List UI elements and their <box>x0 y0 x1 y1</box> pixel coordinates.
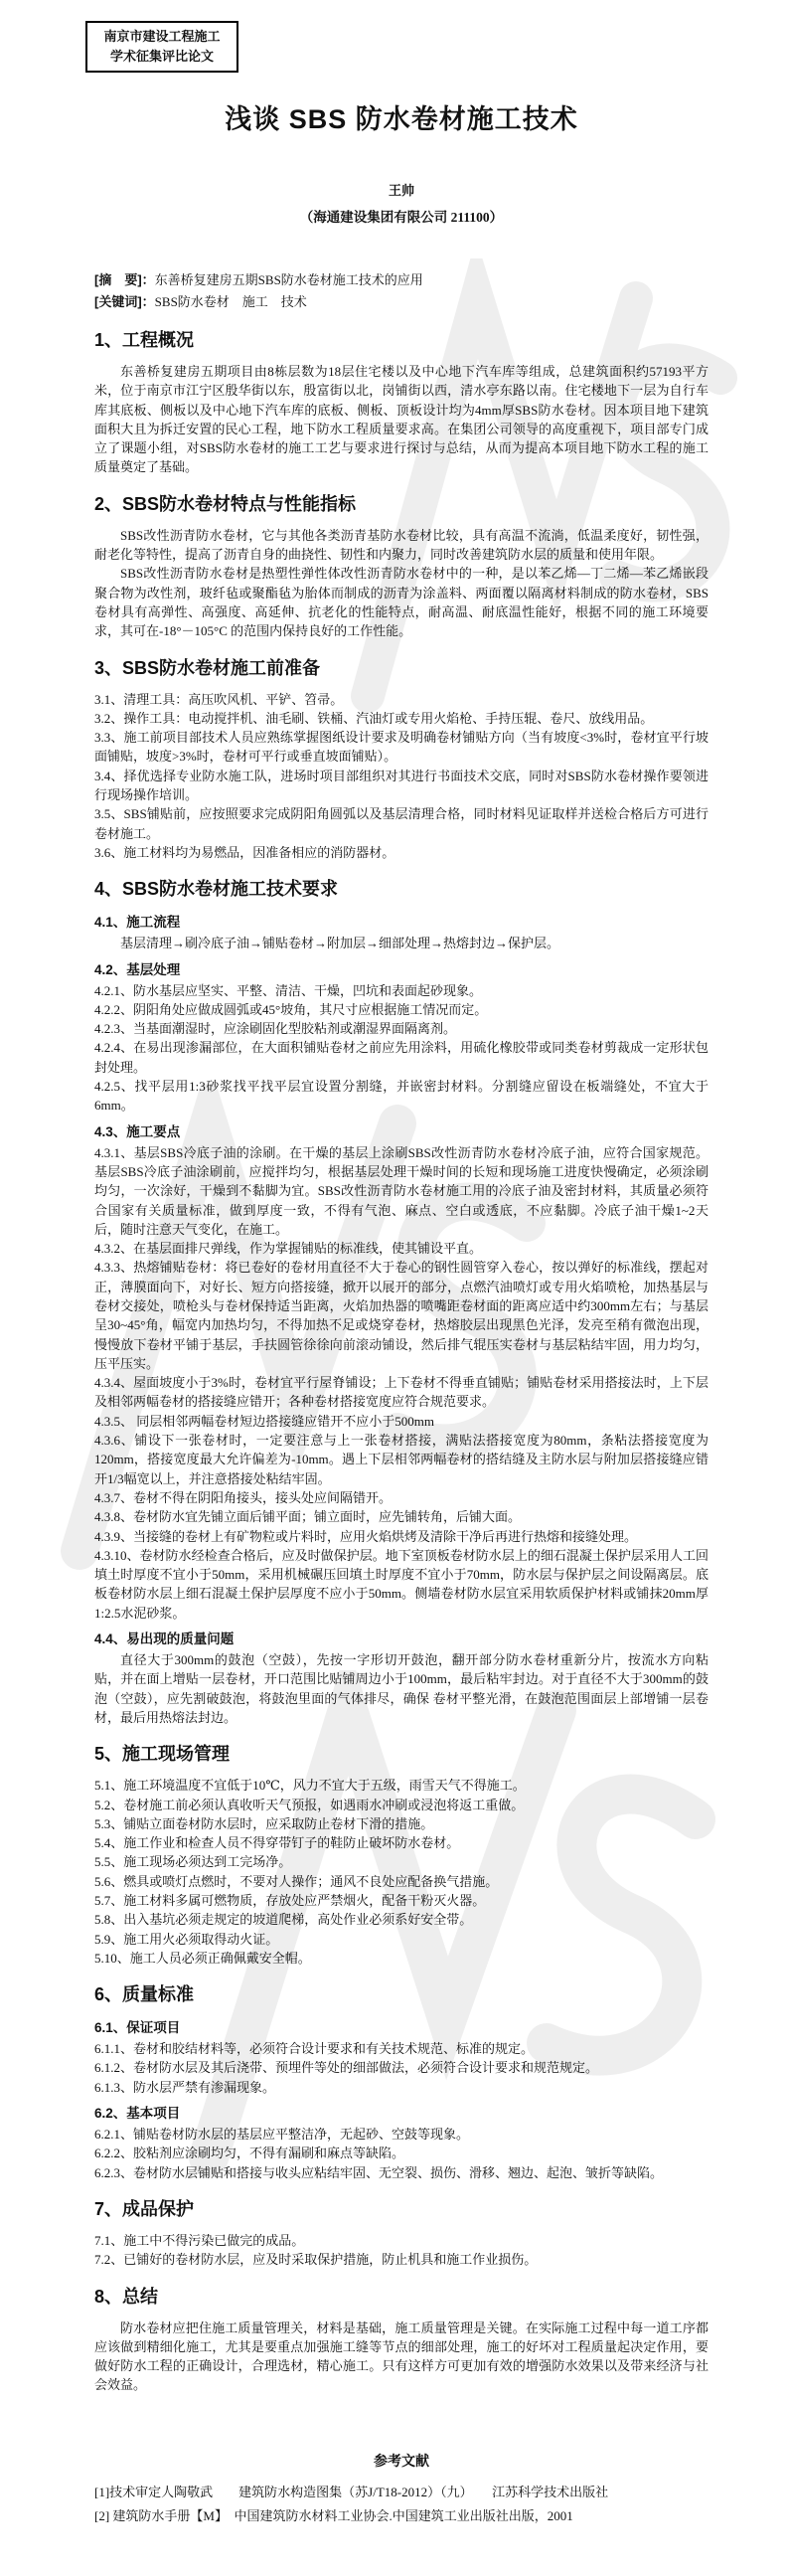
document-body <box>94 326 709 2395</box>
list-item: 7.1、施工中不得污染已做完的成品。 <box>94 2232 305 2248</box>
paragraph: 防水卷材应把住施工质量管理关，材料是基础，施工质量管理是关键。在实际施工过程中每一道工序都应该做到精细化施工，尤其是要重点加强施工缝等节点的细部处理，施工的好坏对工程质量起决定作用，要做好防水工程的正确设计，合理选材，精心施工。只有这样方可更加有效的增强防水效果以及带来经济与社会效益。 <box>94 2319 709 2393</box>
abstract-label: [摘 要]： <box>94 272 155 287</box>
list-item: 3.4、择优选择专业防水施工队，进场时项目部组织对其进行书面技术交底，同时对SBS防水卷材操作要领进行现场操作培训。 <box>94 768 709 803</box>
reference-item: [2] 建筑防水手册【M】 中国建筑防水材料工业协会.中国建筑工业出版社出版，2001 <box>94 2507 573 2523</box>
list-item: 3.5、SBS铺贴前，应按照要求完成阴阳角圆弧以及基层清理合格，同时材料见证取样并送检合格后方可进行卷材施工。 <box>94 806 709 841</box>
list-item: 6.1.3、防水层严禁有渗漏现象。 <box>94 2079 276 2095</box>
list-item: 5.1、施工环境温度不宜低于10℃，风力不宜大于五级，雨雪天气不得施工。 <box>94 1778 526 1794</box>
sub-heading: 4.3、施工要点 <box>94 1123 181 1139</box>
section-heading: 1、工程概况 <box>94 330 195 350</box>
list-item: 6.2.3、卷材防水层铺贴和搭接与收头应粘结牢固、无空裂、损伤、滑移、翘边、起泡、皱折等缺陷。 <box>94 2164 664 2180</box>
section-heading: 6、质量标准 <box>94 1984 195 2005</box>
sub-heading: 6.1、保证项目 <box>94 2020 181 2036</box>
list-item: 5.10、施工人员必须正确佩戴安全帽。 <box>94 1950 311 1966</box>
paragraph: SBS改性沥青防水卷材，它与其他各类沥青基防水卷材比较，具有高温不流淌，低温柔度好，韧性强，耐老化等特性，提高了沥青自身的曲挠性、韧性和内聚力，同时改善建筑防水层的质量和使用年限。 <box>94 527 709 563</box>
meta-block <box>94 269 709 313</box>
list-item: 4.2.4、在易出现渗漏部位，在大面积铺贴卷材之前应先用涂料，用硫化橡胶带或同类卷材剪裁成一定形状包封处理。 <box>94 1040 709 1075</box>
list-item: 4.2.2、阴阳角处应做成圆弧或45°坡角，其尺寸应根据施工情况而定。 <box>94 1001 488 1017</box>
paragraph: SBS改性沥青防水卷材是热塑性弹性体改性沥青防水卷材中的一种，是以苯乙烯—丁二烯—苯乙烯嵌段聚合物为改性剂，玻纤毡或聚酯毡为胎体而制成的沥青为涂盖料、两面覆以隔离材料制成的防水卷材，SBS卷材具有高弹性、高强度、高延伸、抗老化的性能特点，耐高温、耐底温性能好，根据不同的施工环境要求，其可在-18°－105°C 的范围内保持良好的工作性能。 <box>94 566 709 639</box>
list-item: 6.2.1、铺贴卷材防水层的基层应平整洁净，无起砂、空鼓等现象。 <box>94 2127 470 2143</box>
list-item: 5.3、铺贴立面卷材防水层时，应采取防止卷材下滑的措施。 <box>94 1815 434 1831</box>
list-item: 5.4、施工作业和检查人员不得穿带钉子的鞋防止破坏防水卷材。 <box>94 1835 460 1851</box>
list-item: 4.3.1、基层SBS冷底子油的涂刷。在干燥的基层上涂刷SBS改性沥青防水卷材冷底子油，应符合国家规范。基层SBS冷底子油涂刷前，应搅拌均匀，根据基层处理干燥时间的长短和现场施工进度快慢确定，必须涂刷均匀，一次涂好，干燥到不黏脚为宜。SBS改性沥青防水卷材施工用的冷底子油及密封材料，其质量必须符合国家有关质量标准，做到厚度一致，不得有气泡、麻点、空白或透底，不应黏脚。冷底子油干燥1~2天后，随时注意天气变化，在施工。 <box>94 1144 709 1237</box>
keywords-label: [关键词]： <box>94 294 155 309</box>
list-item: 4.2.3、当基面潮湿时，应涂刷固化型胶粘剂或潮湿界面隔离剂。 <box>94 1021 457 1037</box>
list-item: 4.3.5、 同层相邻两幅卷材短边搭接缝应错开不应小于500mm <box>94 1413 434 1429</box>
list-item: 5.6、燃具或喷灯点燃时，不要对人操作；通风不良处应配备换气措施。 <box>94 1873 499 1889</box>
abstract-text: 东善桥复建房五期SBS防水卷材施工技术的应用 <box>154 272 423 287</box>
keywords-text: SBS防水卷材 施工 技术 <box>154 294 307 309</box>
page-title: 浅谈 SBS 防水卷材施工技术 <box>225 104 578 134</box>
list-item: 3.6、施工材料均为易燃品，因准备相应的消防器材。 <box>94 844 395 860</box>
list-item: 4.3.3、热熔铺贴卷材：将已卷好的卷材用直径不大于卷心的钢性圆管穿入卷心，按以弹好的标准线，摆起对正，薄膜面向下，对好长、短方向搭接缝，掀开以展开的部分，点燃汽油喷灯或专用火焰喷枪，加热基层与卷材交接处，喷枪头与卷材保持适当距离，火焰加热器的喷嘴距卷材面的距离应适中约300mm左右；与基层呈30~45°角，幅宽内加热均匀，不得加热不足或烧穿卷材，热熔胶层出现黑色光泽，发亮至稍有微泡出现，慢慢放下卷材平铺于基层，手扶圆管徐徐向前滚动铺设，然后排气辊压实卷材与基层粘结牢固，用力均匀，压平压实。 <box>94 1260 709 1371</box>
sub-heading: 4.1、施工流程 <box>94 915 181 931</box>
section-heading: 4、SBS防水卷材施工技术要求 <box>94 879 339 900</box>
flow-line: 基层清理→刷冷底子油→铺贴卷材→附加层→细部处理→热熔封边→保护层。 <box>120 936 560 951</box>
list-item: 4.3.10、卷材防水经检查合格后，应及时做保护层。地下室顶板卷材防水层上的细石混凝土保护层采用人工回填土时厚度不宜小于50mm，采用机械碾压回填土时厚度不宜小于70mm，防水层与保护层之间设隔离层。底板卷材防水层上细石混凝土保护层厚度不应小于50mm。侧墙卷材防水层宜采用软质保护材料或铺抹20mm厚1:2.5水泥砂浆。 <box>94 1547 709 1621</box>
section-heading: 8、总结 <box>94 2286 159 2307</box>
sub-heading: 4.2、基层处理 <box>94 961 181 977</box>
list-item: 4.3.4、屋面坡度小于3%时，卷材宜平行屋脊铺设；上下卷材不得垂直铺贴；铺贴卷材采用搭接法时，上下层及相邻两幅卷材的搭接缝应错开；各种卷材搭接宽度应符合规范要求。 <box>94 1375 709 1410</box>
list-item: 5.8、出入基坑必须走规定的坡道爬梯，高处作业必须系好安全带。 <box>94 1912 473 1928</box>
list-item: 4.3.6、铺设下一张卷材时，一定要注意与上一张卷材搭接，满贴法搭接宽度为80mm，条粘法搭接宽度为120mm，搭接宽度最大允许偏差为-10mm。遇上下层相邻两幅卷材的搭结缝及主防水层与附加层搭接缝应错开1/3幅宽以上，并注意搭接处粘结牢固。 <box>94 1433 709 1486</box>
section-heading: 5、施工现场管理 <box>94 1744 231 1765</box>
author-affiliation: （海通建设集团有限公司 211100） <box>299 210 504 225</box>
list-item: 4.3.8、卷材防水宜先铺立面后铺平面；铺立面时，应先铺转角，后铺大面。 <box>94 1509 522 1525</box>
list-item: 4.3.2、在基层面排尺弹线，作为掌握铺贴的标准线，使其铺设平直。 <box>94 1241 483 1257</box>
sub-heading: 6.2、基本项目 <box>94 2106 181 2122</box>
badge-line-1: 南京市建设工程施工 <box>103 29 221 44</box>
list-item: 6.1.1、卷材和胶结材料等，必须符合设计要求和有关技术规范、标准的规定。 <box>94 2041 535 2057</box>
list-item: 4.2.5、找平层用1:3砂浆找平找平层宜设置分割缝，并嵌密封材料。分割缝应留设在板端缝处，不宜大于6mm。 <box>94 1079 709 1114</box>
list-item: 3.3、施工前项目部技术人员应熟练掌握图纸设计要求及明确卷材铺贴方向（当有坡度<3%时，卷材宜平行坡面铺贴，坡度>3%时，卷材可平行或垂直坡面铺贴）。 <box>94 730 709 765</box>
list-item: 3.2、操作工具：电动搅拌机、油毛刷、铁桶、汽油灯或专用火焰枪、手持压辊、卷尺、放线用品。 <box>94 710 654 726</box>
list-item: 5.9、施工用火必须取得动火证。 <box>94 1931 279 1947</box>
list-item: 6.1.2、卷材防水层及其后浇带、预埋件等处的细部做法，必须符合设计要求和规范规定。 <box>94 2060 599 2076</box>
sub-heading: 4.4、易出现的质量问题 <box>94 1631 235 1647</box>
references-heading: 参考文献 <box>374 2452 429 2469</box>
section-heading: 7、成品保护 <box>94 2198 195 2219</box>
keywords-line <box>94 291 709 313</box>
references-list <box>94 2481 709 2528</box>
list-item: 5.2、卷材施工前必须认真收听天气预报，如遇雨水冲刷或浸泡将返工重做。 <box>94 1797 525 1812</box>
list-item: 5.5、施工现场必须达到工完场净。 <box>94 1854 292 1870</box>
list-item: 6.2.2、胶粘剂应涂刷均匀，不得有漏刷和麻点等缺陷。 <box>94 2146 405 2161</box>
abstract-line <box>94 269 709 291</box>
list-item: 5.7、施工材料多属可燃物质，存放处应严禁烟火，配备干粉灭火器。 <box>94 1893 486 1908</box>
reference-item: [1]技术审定人陶敬武 建筑防水构造图集（苏J/T18-2012）（九） 江苏科学技术出版社 <box>94 2484 609 2499</box>
list-item: 4.3.7、卷材不得在阴阳角接头，接头处应间隔错开。 <box>94 1489 393 1505</box>
list-item: 4.3.9、当接缝的卷材上有矿物粒或片料时，应用火焰烘烤及清除干净后再进行热熔和接缝处理。 <box>94 1528 638 1544</box>
references-section <box>94 2451 709 2528</box>
paragraph: 东善桥复建房五期项目由8栋层数为18层住宅楼以及中心地下汽车库等组成，总建筑面积约57193平方米，位于南京市江宁区殷华街以东，殷富街以北，岗铺街以西，清水亭东路以南。住宅楼地下一层为自行车库其底板、侧板以及中心地下汽车库的底板、侧板、顶板设计均为4mm厚SBS防水卷材。因本项目地下建筑面积大且为拆迁安置的民心工程，地下防水工程质量要求高。在集团公司领导的高度重视下，项目部专门成立了课题小组，对SBS防水卷材的施工工艺与要求进行探讨与总结，从而为提高本项目地下防水工程的施工质量奠定了基础。 <box>94 364 709 475</box>
section-heading: 3、SBS防水卷材施工前准备 <box>94 657 321 678</box>
list-item: 4.2.1、防水基层应坚实、平整、清洁、干燥，凹坑和表面起砂现象。 <box>94 982 483 998</box>
paragraph: 直径大于300mm的鼓泡（空鼓），先按一字形切开鼓泡，翻开部分防水卷材重新分片，按流水方向粘贴，并在面上增贴一层卷材，开口范围比贴铺周边小于100mm，最后粘牢封边。对于直径不大于300mm的鼓泡（空鼓），应先割破鼓泡，将鼓泡里面的气体排尽，确保 卷材平整光滑，在鼓泡范围面层上部增铺一层卷材，最后用热熔法封边。 <box>94 1652 709 1725</box>
list-item: 7.2、已铺好的卷材防水层，应及时采取保护措施，防止机具和施工作业损伤。 <box>94 2252 538 2268</box>
badge-line-2: 学术征集评比论文 <box>109 49 214 64</box>
section-heading: 2、SBS防水卷材特点与性能指标 <box>94 493 357 514</box>
author-name: 王帅 <box>388 183 414 198</box>
list-item: 3.1、清理工具：高压吹风机、平铲、笤帚。 <box>94 691 344 707</box>
